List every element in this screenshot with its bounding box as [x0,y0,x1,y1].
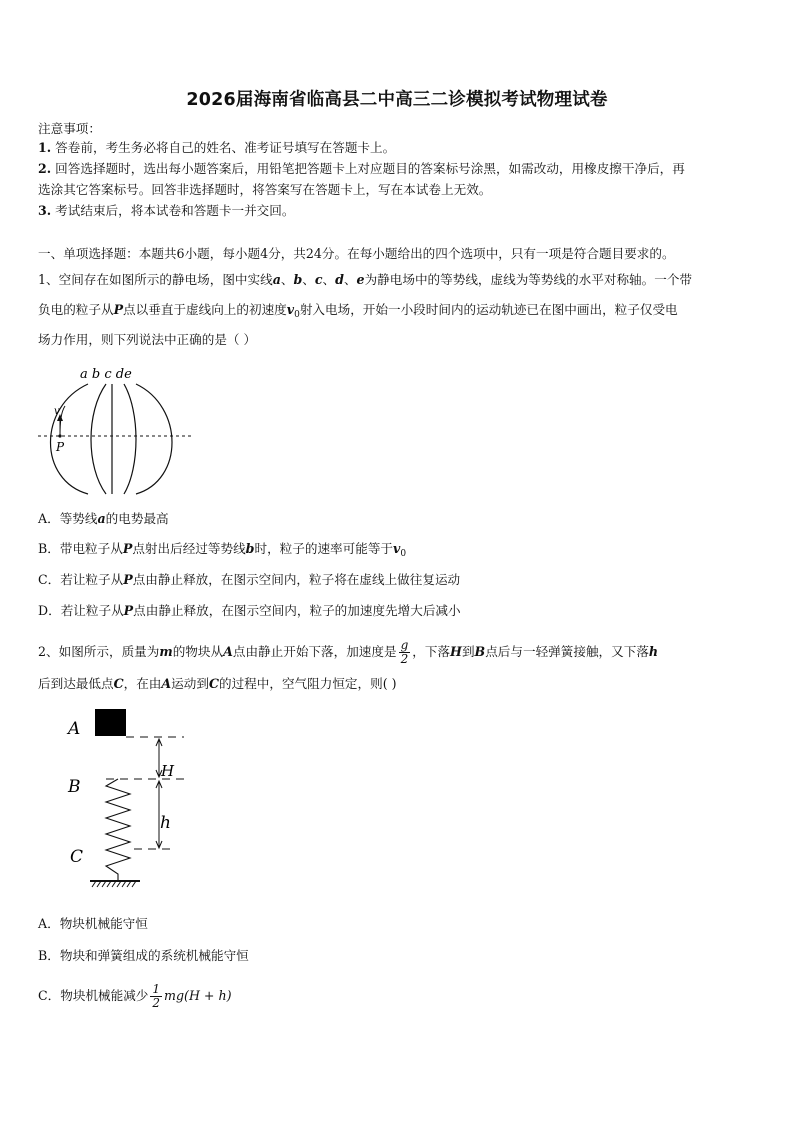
q2-option-a: A．物块机械能守恒 [38,916,148,931]
section-heading: 一、单项选择题：本题共6小题，每小题4分，共24分。在每小题给出的四个选项中，只有一项是符合题目要求的。 [38,246,675,261]
q2-figure-label-big-h: H [161,762,175,780]
q1-line-1: 1、空间存在如图所示的静电场，图中实线a、b、c、d、e为静电场中的等势线，虚线为等势线的水平对称轴。一个带 [38,272,692,287]
q1-figure-label-v: v [54,406,60,417]
q1-option-d: D．若让粒子从P点由静止释放，在图示空间内，粒子的加速度先增大后减小 [38,603,461,618]
q1-figure-label-p: P [56,440,65,454]
q1-line-2: 负电的粒子从P点以垂直于虚线向上的初速度$v_0$射入电场，开始一小段时间内的运动轨迹已在图中画出，粒子仅受电 [38,302,678,320]
notice-heading: 注意事项： [38,121,101,136]
q2-option-c: C．物块机械能减少 $\frac{1}{2}$ mg(H + h) [38,982,232,1010]
spring [106,779,130,881]
one-half-fraction: $\frac{1}{2}$ [152,982,161,1010]
q2-line-1: 2、如图所示，质量为m的物块从A点由静止开始下落，加速度是 $\frac{g}{2}$ ，下落H到B点后与一轻弹簧接触，又下落h [38,638,659,666]
notice-item-1: 1. 答卷前，考生务必将自己的姓名、准考证号填写在答题卡上。 [38,140,396,155]
q2-figure-label-a: A [68,719,81,739]
q1-option-a: A．等势线a的电势最高 [38,511,169,526]
q2-spring-figure [64,706,204,906]
equipotential-d [124,384,136,494]
page-title: 2026届海南省临高县二中高三二诊模拟考试物理试卷 [186,90,608,110]
notice-item-2: 2. 回答选择题时，选出每小题答案后，用铅笔把答题卡上对应题目的答案标号涂黑，如需改动，用橡皮擦干净后，再 [38,161,685,176]
q1-figure-label-top: a b c de [80,367,132,382]
equipotential-a [51,384,89,494]
q1-field-figure [36,362,196,498]
q1-option-c: C．若让粒子从P点由静止释放，在图示空间内，粒子将在虚线上做往复运动 [38,572,461,587]
q1-line-3: 场力作用，则下列说法中正确的是（ ） [38,332,257,347]
notice-item-3: 3. 考试结束后，将本试卷和答题卡一并交回。 [38,203,295,218]
g-over-2-fraction: $\frac{g}{2}$ [400,638,409,666]
q2-figure-label-c: C [70,847,84,867]
notice-item-2-cont: 选涂其它答案标号。回答非选择题时，将答案写在答题卡上，写在本试卷上无效。 [38,182,492,197]
falling-block [95,709,126,736]
q1-option-b: B．带电粒子从P点射出后经过等势线b时，粒子的速率可能等于$v_0$ [38,541,407,559]
point-p [58,434,61,437]
q2-figure-label-small-h: h [160,813,171,833]
equipotential-b [91,384,106,494]
q2-option-b: B．物块和弹簧组成的系统机械能守恒 [38,948,249,963]
equipotential-e [136,384,172,494]
q2-figure-label-b: B [68,777,81,797]
q2-line-2: 后到达最低点C，在由A运动到C的过程中，空气阻力恒定，则( ) [38,676,397,691]
